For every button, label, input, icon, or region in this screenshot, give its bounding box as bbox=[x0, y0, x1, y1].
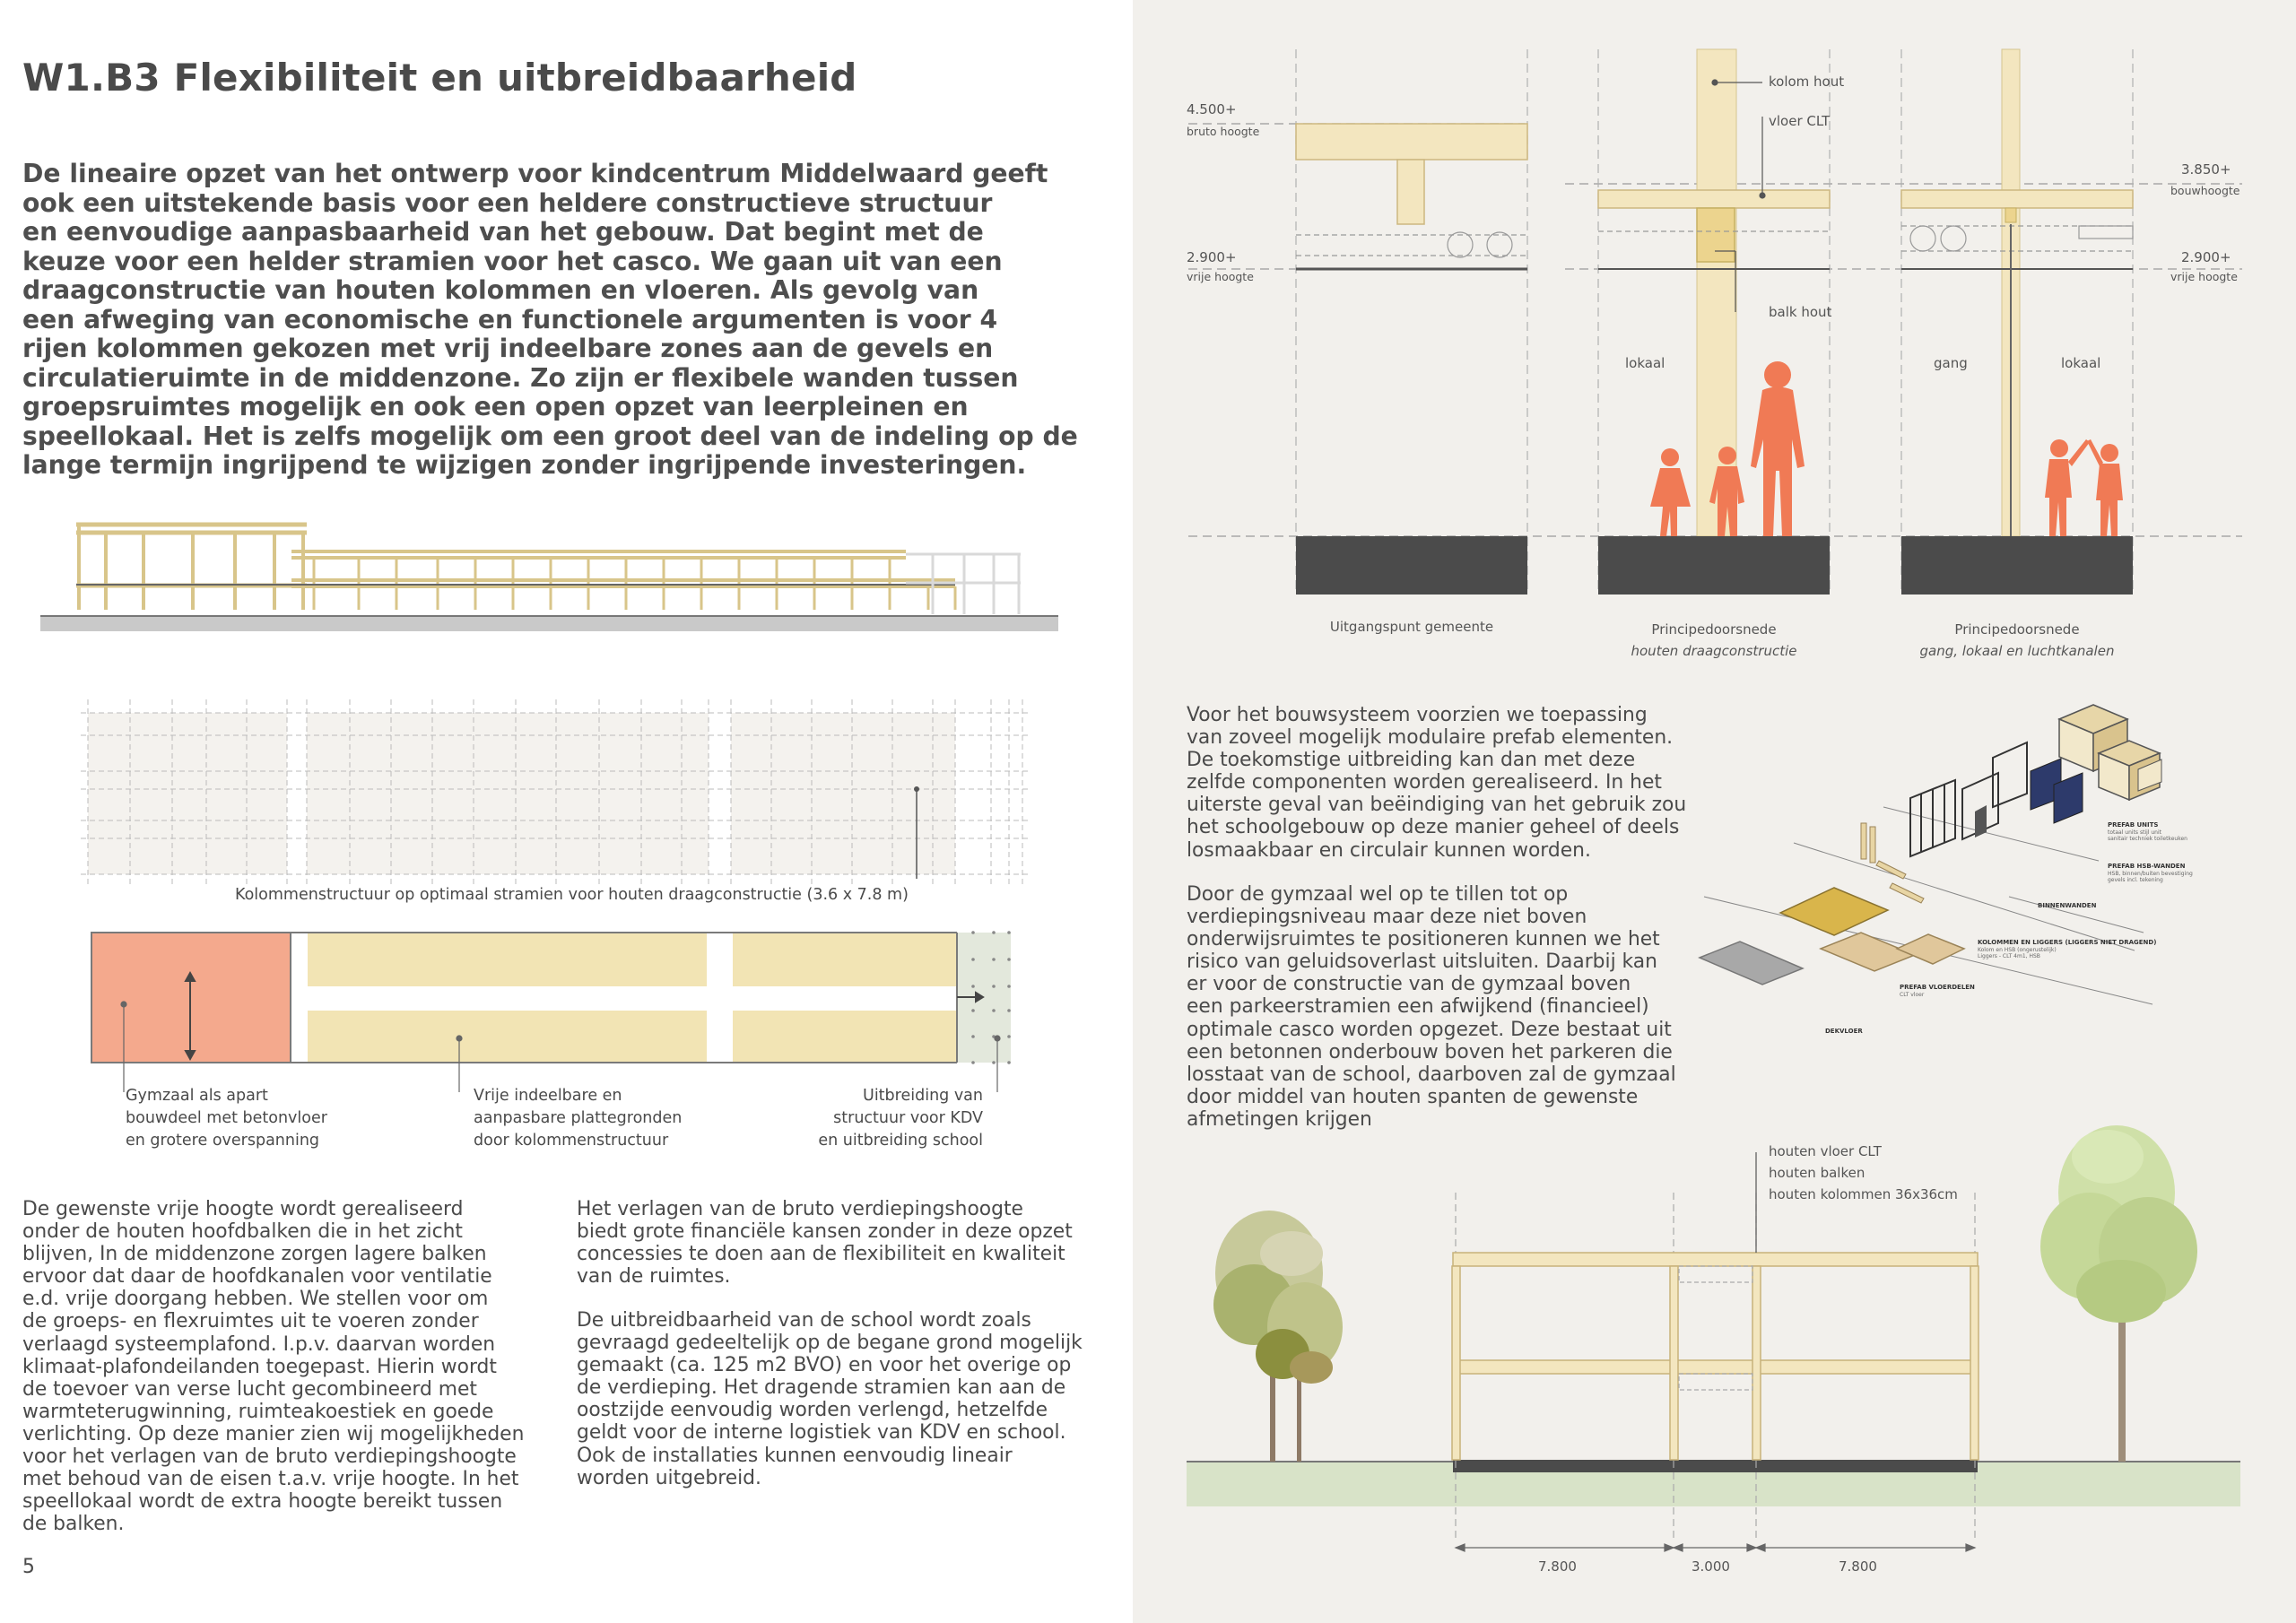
level-vrij-right-label: vrije hoogte bbox=[2170, 270, 2238, 283]
text-line: de toevoer van verse lucht gecombineerd met bbox=[22, 1377, 477, 1401]
text-line: De uitbreidbaarheid van de school wordt zoals bbox=[577, 1309, 1031, 1332]
text-line: een afweging van economische en functionele argumenten is voor 4 bbox=[22, 304, 998, 334]
text-line: Ook de installaties kunnen eenvoudig lineair bbox=[577, 1444, 1013, 1467]
text-line: met behoud van de eisen t.a.v. vrije hoogte. In het bbox=[22, 1468, 519, 1491]
level-bouw: 3.850+ bbox=[2181, 161, 2231, 178]
level-bruto-label: bruto hoogte bbox=[1187, 125, 1260, 138]
text-line: en eenvoudige aanpasbaarheid van het gebouw. Dat begint met de bbox=[22, 217, 984, 247]
text-line: verdiepingsniveau maar deze niet boven bbox=[1187, 906, 1587, 929]
text-line: er voor de constructie van de gymzaal boven bbox=[1187, 973, 1631, 996]
text-line: Het verlagen van de bruto verdiepingshoogte bbox=[577, 1198, 1023, 1220]
text-line: de groeps- en flexruimtes uit te voeren zonder bbox=[22, 1310, 479, 1333]
text-line: gevraagd gedeeltelijk op de begane grond mogelijk bbox=[577, 1332, 1083, 1355]
text-line: De lineaire opzet van het ontwerp voor kindcentrum Middelwaard geeft bbox=[22, 159, 1048, 188]
iso-label-binnenwanden: BINNENWANDEN bbox=[2038, 902, 2097, 909]
iso-label-vloerdelen: PREFAB VLOERDELEN bbox=[1900, 984, 1975, 991]
room-lokaal-b: lokaal bbox=[2061, 355, 2101, 371]
text-line: keuze voor een helder stramien voor het casco. We gaan uit van een bbox=[22, 246, 1003, 276]
text-line: risico van geluidsoverlast uitsluiten. Daarbij kan bbox=[1187, 950, 1657, 974]
text-line: van de ruimtes. bbox=[577, 1265, 731, 1289]
text-line: gemaakt (ca. 125 m2 BVO) en voor het overige op bbox=[577, 1354, 1072, 1377]
iso-label-units: PREFAB UNITS bbox=[2108, 821, 2159, 829]
text-line: verlaagd systeemplafond. I.p.v. daarvan worden bbox=[22, 1332, 496, 1356]
label-balk-hout: balk hout bbox=[1769, 304, 1832, 320]
text-line: circulatieruimte in de middenzone. Zo zijn er flexibele wanden tussen bbox=[22, 362, 1019, 393]
iso-label-vloerdelen-sub: CLT vloer bbox=[1900, 992, 1925, 998]
text-line: lange termijn ingrijpend te wijzigen zonder ingrijpende investeringen. bbox=[22, 450, 1027, 480]
text-line: ervoor dat daar de hoofdkanalen voor ventilatie bbox=[22, 1265, 492, 1289]
iso-label-kolommen: KOLOMMEN EN LIGGERS (LIGGERS NIET DRAGEND) bbox=[1978, 939, 2157, 946]
text-line: rijen kolommen gekozen met vrij indeelbare zones aan de gevels en bbox=[22, 334, 994, 363]
iso-label-hsb: PREFAB HSB-WANDEN bbox=[2108, 863, 2186, 870]
dim-1: 7.800 bbox=[1538, 1558, 1577, 1575]
level-bouw-label: bouwhoogte bbox=[2170, 184, 2240, 197]
text-line: een betonnen onderbouw boven het parkeren die bbox=[1187, 1040, 1673, 1063]
text-line: van zoveel mogelijk modulaire prefab elementen. bbox=[1187, 726, 1674, 750]
section-caption-1: Uitgangspunt gemeente bbox=[1329, 619, 1494, 635]
text-line: afmetingen krijgen bbox=[1187, 1107, 1372, 1131]
label-kolom-hout: kolom hout bbox=[1769, 74, 1845, 90]
text-line: de verdieping. Het dragende stramien kan aan de bbox=[577, 1376, 1066, 1400]
text-line: draagconstructie van houten kolommen en vloeren. Als gevolg van bbox=[22, 275, 979, 305]
text-line: Voor het bouwsysteem voorzien we toepassing bbox=[1187, 704, 1648, 726]
text-line: De toekomstige uitbreiding kan dan met deze bbox=[1187, 749, 1636, 772]
text-line: oostzijde eenvoudig worden verlengd, hetzelfde bbox=[577, 1399, 1048, 1422]
text-line: onder de houten hoofdbalken die in het zicht bbox=[22, 1220, 463, 1244]
level-vrij-left-label: vrije hoogte bbox=[1187, 270, 1254, 283]
text-line: concessies te doen aan de flexibiliteit en kwaliteit bbox=[577, 1243, 1065, 1266]
level-bruto: 4.500+ bbox=[1187, 101, 1237, 117]
label-vloer-clt: vloer CLT bbox=[1769, 113, 1831, 129]
plan-caption: Kolommenstructuur op optimaal stramien voor houten draagconstructie (3.6 x 7.8 m) bbox=[235, 886, 909, 904]
zone-label-extension: Uitbreiding van structuur voor KDV en uitbreiding school bbox=[818, 1087, 983, 1150]
text-line: zelfde componenten worden gerealiseerd. In het bbox=[1187, 771, 1662, 794]
text-line: blijven, In de middenzone zorgen lagere balken bbox=[22, 1243, 487, 1266]
text-line: een parkeerstramien een afwijkend (financieel) bbox=[1187, 995, 1649, 1019]
page-number: 5 bbox=[22, 1556, 35, 1578]
iso-label-hsb-sub1: HSB, binnen/buiten bevestiging bbox=[2108, 871, 2193, 877]
iso-label-hsb-sub2: gevels incl. tekening bbox=[2108, 877, 2163, 883]
text-line: klimaat-plafondeilanden toegepast. Hierin wordt bbox=[22, 1355, 497, 1378]
section-caption-3: Principedoorsnede gang, lokaal en luchtkanalen bbox=[1919, 621, 2115, 659]
text-line: voor het verlagen van de bruto verdiepingshoogte bbox=[22, 1445, 517, 1469]
text-line: verlichting. Op deze manier zien wij mogelijkheden bbox=[22, 1422, 525, 1445]
bottom-section-labels: houten vloer CLT houten balken houten kolommen 36x36cm bbox=[1769, 1143, 1958, 1202]
text-line: De gewenste vrije hoogte wordt gerealiseerd bbox=[22, 1198, 464, 1220]
text-line: ook een uitstekende basis voor een heldere constructieve structuur bbox=[22, 187, 993, 218]
room-lokaal-a: lokaal bbox=[1625, 355, 1665, 371]
iso-label-kolommen-sub2: Liggers - CLT 4m1, HSB bbox=[1978, 953, 2040, 959]
text-line: losmaakbaar en circulair kunnen worden. bbox=[1187, 838, 1591, 862]
text-line: biedt grote financiële kansen zonder in deze opzet bbox=[577, 1220, 1073, 1244]
text-line: groepsruimtes mogelijk en ook een open opzet van leerpleinen en bbox=[22, 392, 969, 421]
text-line: onderwijsruimtes te positioneren kunnen we het bbox=[1187, 928, 1660, 951]
text-line: warmteterugwinning, ruimteakoestiek en goede bbox=[22, 1400, 494, 1423]
text-line: worden uitgebreid. bbox=[577, 1466, 761, 1489]
tree-left-cluster bbox=[1213, 1211, 1343, 1462]
tree-right bbox=[2040, 1125, 2197, 1462]
text-line: losstaat van de school, daarboven zal de gymzaal bbox=[1187, 1063, 1676, 1086]
level-vrij-left: 2.900+ bbox=[1187, 249, 1237, 265]
iso-label-dekvloer: DEKVLOER bbox=[1825, 1028, 1863, 1035]
text-line: speellokaal wordt de extra hoogte bereikt tussen bbox=[22, 1490, 503, 1514]
dim-2: 3.000 bbox=[1692, 1558, 1730, 1575]
section-caption-2: Principedoorsnede houten draagconstructie bbox=[1631, 621, 1797, 659]
zone-label-flex: Vrije indeelbare en aanpasbare plattegronden door kolommenstructuur bbox=[474, 1087, 683, 1150]
text-line: optimale casco worden opgezet. Deze bestaat uit bbox=[1187, 1018, 1672, 1041]
iso-label-units-sub1: totaal units stijl unit bbox=[2108, 829, 2161, 836]
text-line: geldt voor de interne logistiek van KDV en school. bbox=[577, 1421, 1066, 1445]
text-line: het schoolgebouw op deze manier geheel of deels bbox=[1187, 816, 1680, 839]
page-title: W1.B3 Flexibiliteit en uitbreidbaarheid bbox=[22, 56, 857, 100]
text-line: speellokaal. Het is zelfs mogelijk om een groot deel van de indeling op de bbox=[22, 421, 1078, 451]
level-vrij-right: 2.900+ bbox=[2181, 249, 2231, 265]
text-line: Door de gymzaal wel op te tillen tot op bbox=[1187, 883, 1569, 906]
text-line: door middel van houten spanten de gewenste bbox=[1187, 1085, 1639, 1108]
text-line: e.d. vrije doorgang hebben. We stellen voor om bbox=[22, 1288, 489, 1311]
zone-label-gym: Gymzaal als apart bouwdeel met betonvloer en grotere overspanning bbox=[126, 1087, 327, 1150]
text-line: uiterste geval van beëindiging van het gebruik zou bbox=[1187, 794, 1687, 817]
iso-label-kolommen-sub1: Kolom en HSB (ongerustelijk) bbox=[1978, 947, 2057, 953]
room-gang: gang bbox=[1934, 355, 1968, 371]
text-line: de balken. bbox=[22, 1513, 125, 1536]
dim-3: 7.800 bbox=[1839, 1558, 1877, 1575]
iso-label-units-sub2: sanitair techniek toiletkeuken bbox=[2108, 836, 2187, 842]
